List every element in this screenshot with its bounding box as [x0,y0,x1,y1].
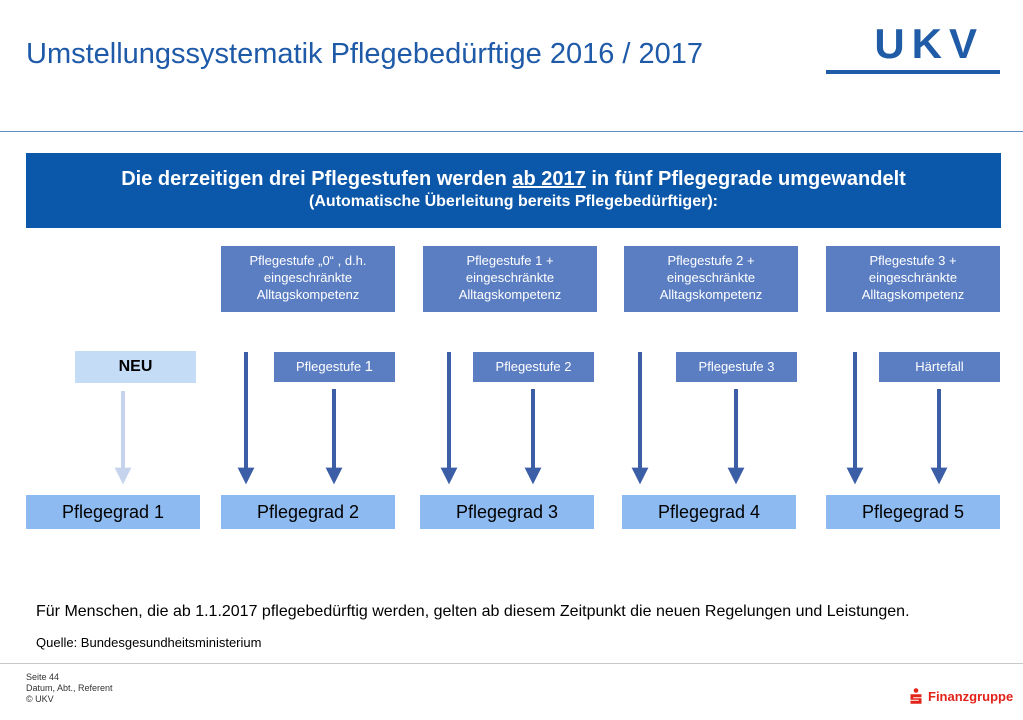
neu-box: NEU [75,351,196,383]
source-citation: Quelle: Bundesgesundheitsministerium [36,635,262,650]
level-box-label: Pflegestufe 3 [698,359,775,374]
footer-copyright: © UKV [26,694,54,704]
slide-footer [26,672,113,705]
footnote-text: Für Menschen, die ab 1.1.2017 pflegebedürftig werden, gelten ab diesem Zeitpunkt die neuen Regelungen und Leistungen. [36,603,910,620]
finanzgruppe-brand [909,688,1019,706]
source-box-line: eingeschränkte [868,270,958,285]
page-title: Umstellungssystematik Pflegebedürftige 2016 / 2017 [26,38,704,70]
grade-box-5: Pflegegrad 5 [826,495,1000,529]
level-box-label: Pflegestufe 2 [495,359,572,374]
source-box-line: Pflegestufe 2 + [667,253,755,268]
grade-box-1: Pflegegrad 1 [26,495,200,529]
source-box-line: Alltagskompetenz [861,287,965,302]
grade-box-3: Pflegegrad 3 [420,495,594,529]
banner-text-underlined: ab 2017 [512,168,586,190]
brand-text: Finanzgruppe [928,689,1014,704]
banner-text-after: in fünf Pflegegrade umgewandelt [585,168,906,190]
source-box-line: Pflegestufe „0“ , d.h. [249,253,367,268]
banner-line-2: (Automatische Überleitung bereits Pflegebedürftiger): [309,193,718,210]
level-box-label: Härtefall [915,359,964,374]
source-box-line: eingeschränkte [263,270,353,285]
logo-text: UKV [874,20,984,67]
grade-box-2: Pflegegrad 2 [221,495,395,529]
footer-page: Seite 44 [26,672,60,682]
footer-divider [0,663,1023,664]
source-box-line: eingeschränkte [666,270,756,285]
level-box-number: 1 [364,358,373,375]
source-box-line: Pflegestufe 1 + [466,253,554,268]
grade-box-4: Pflegegrad 4 [622,495,796,529]
banner-text-before: Die derzeitigen drei Pflegestufen werden [121,168,513,190]
source-box-line: eingeschränkte [465,270,555,285]
footer-meta: Datum, Abt., Referent [26,683,113,693]
source-box-line: Alltagskompetenz [659,287,763,302]
source-box-line: Alltagskompetenz [458,287,562,302]
level-box-label: Pflegestufe [296,359,365,374]
source-box-line: Pflegestufe 3 + [869,253,957,268]
source-box-line: Alltagskompetenz [256,287,360,302]
sparkasse-s-icon [909,688,923,704]
